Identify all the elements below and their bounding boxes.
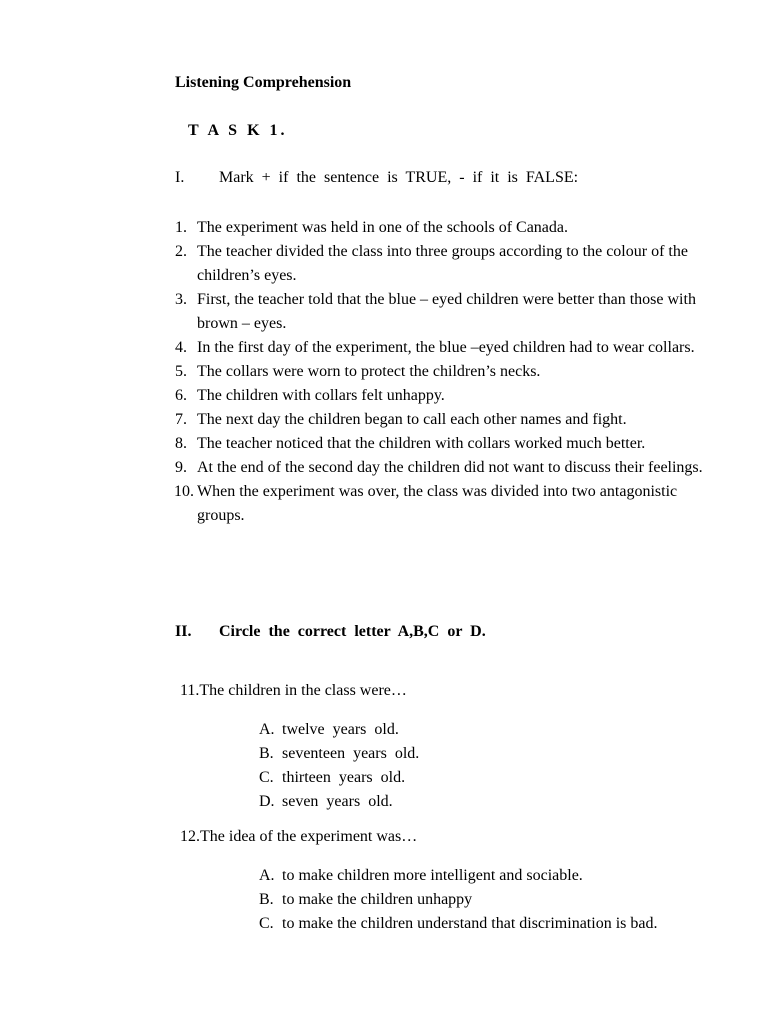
item-text: First, the teacher told that the blue – eyed children were better than those with brown – eyes.	[197, 291, 696, 332]
item-number: 4.	[175, 339, 187, 356]
item-number: 9.	[175, 459, 187, 476]
option-text: twelve years old.	[282, 721, 399, 738]
item-number: 5.	[175, 363, 187, 380]
item-text: The next day the children began to call each other names and fight.	[197, 411, 627, 428]
section-1-instruction: Mark + if the sentence is TRUE, - if it is FALSE:	[219, 169, 579, 186]
option-item	[259, 864, 657, 888]
section-2-numeral: II.	[175, 623, 192, 640]
item-number: 10.	[174, 483, 194, 500]
option-item	[259, 766, 419, 790]
item-number: 3.	[175, 291, 187, 308]
list-item	[175, 432, 720, 456]
item-number: 6.	[175, 387, 187, 404]
item-text: At the end of the second day the children did not want to discuss their feelings.	[197, 459, 703, 476]
section-1-numeral: I.	[175, 169, 185, 186]
section-2-heading	[175, 623, 486, 641]
item-number: 1.	[175, 219, 187, 236]
option-item	[259, 888, 657, 912]
item-number: 8.	[175, 435, 187, 452]
option-item	[259, 790, 419, 814]
option-letter: B.	[259, 745, 274, 762]
list-item	[175, 456, 720, 480]
option-text: to make the children understand that discrimination is bad.	[282, 915, 658, 932]
list-item	[175, 216, 720, 240]
item-text: The experiment was held in one of the schools of Canada.	[197, 219, 568, 236]
list-item	[175, 384, 720, 408]
option-item	[259, 718, 419, 742]
item-text: The children with collars felt unhappy.	[197, 387, 445, 404]
option-letter: A.	[259, 721, 275, 738]
item-number: 2.	[175, 243, 187, 260]
list-item	[175, 336, 720, 360]
question-12-stem: 12.The idea of the experiment was…	[180, 828, 418, 845]
item-text: In the first day of the experiment, the blue –eyed children had to wear collars.	[197, 339, 695, 356]
option-item	[259, 742, 419, 766]
option-letter: C.	[259, 915, 274, 932]
list-item	[175, 240, 720, 288]
option-text: thirteen years old.	[282, 769, 406, 786]
list-item	[175, 360, 720, 384]
item-number: 7.	[175, 411, 187, 428]
option-text: seventeen years old.	[282, 745, 420, 762]
list-item	[175, 408, 720, 432]
option-letter: C.	[259, 769, 274, 786]
question-11-options	[259, 718, 419, 814]
section-1-heading	[175, 169, 578, 187]
item-text: The teacher divided the class into three groups according to the colour of the children’s eyes.	[197, 243, 688, 284]
question-12-options	[259, 864, 657, 936]
option-text: to make children more intelligent and sociable.	[282, 867, 583, 884]
option-letter: A.	[259, 867, 275, 884]
option-text: seven years old.	[282, 793, 393, 810]
question-11-stem: 11.The children in the class were…	[180, 682, 407, 699]
option-letter: D.	[259, 793, 275, 810]
item-text: The collars were worn to protect the children’s necks.	[197, 363, 541, 380]
option-text: to make the children unhappy	[282, 891, 473, 908]
item-text: When the experiment was over, the class was divided into two antagonistic groups.	[197, 483, 678, 524]
task-heading: T A S K 1.	[188, 122, 288, 139]
document-title: Listening Comprehension	[175, 74, 352, 91]
list-item	[175, 288, 720, 336]
option-letter: B.	[259, 891, 274, 908]
list-item	[175, 480, 720, 528]
option-item	[259, 912, 657, 936]
section-2-instruction: Circle the correct letter A,B,C or D.	[219, 623, 486, 640]
item-text: The teacher noticed that the children with collars worked much better.	[197, 435, 646, 452]
true-false-list	[175, 216, 720, 528]
